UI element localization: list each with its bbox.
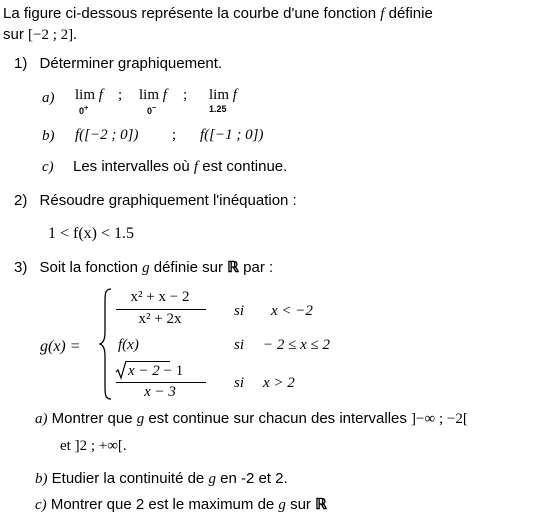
q2-heading xyxy=(14,192,297,210)
q1-a-lim3-sub: 1.25 xyxy=(209,104,227,114)
sup-plus: + xyxy=(84,103,89,112)
q3-a-label: a) xyxy=(35,411,48,427)
lim-f: f xyxy=(98,87,103,103)
c-text-b: est continue. xyxy=(198,158,288,175)
case3-si: si xyxy=(234,375,245,391)
q2-title: Résoudre graphiquement l'inéquation : xyxy=(39,192,297,209)
q3-a-interval2: et ]2 ; +∞[. xyxy=(60,438,127,454)
q1-c-label: c) xyxy=(42,159,54,175)
sqrt-radical-icon xyxy=(115,360,127,380)
case3-rest: − 1 xyxy=(159,363,184,379)
q1-a-label: a) xyxy=(42,90,55,106)
case1-denominator: x² + 2x xyxy=(138,311,182,327)
piecewise-brace xyxy=(99,288,113,400)
case3-condition: x > 2 xyxy=(263,375,295,391)
intro-line-2 xyxy=(3,26,77,44)
case2-expression: f(x) xyxy=(118,337,139,353)
q1-heading xyxy=(14,55,222,73)
q3-c-g: g xyxy=(278,497,286,513)
q1-a-sep1: ; xyxy=(118,87,123,103)
function-f: f xyxy=(380,6,385,22)
case1-fraction-bar xyxy=(116,309,206,310)
q1-a-lim1 xyxy=(75,87,103,104)
q3-title-b: définie sur xyxy=(149,259,228,276)
q3-c-text: Montrer que 2 est le maximum de xyxy=(46,496,279,513)
c-f: f xyxy=(193,159,199,175)
q3-number: 3) xyxy=(14,259,28,276)
b-expr-1: f([−2 ; 0]) xyxy=(75,127,139,143)
b-expr-2: f([−1 ; 0]) xyxy=(200,127,264,143)
case3-root: x − 2 xyxy=(128,363,160,379)
lim-f: f xyxy=(232,87,237,103)
q3-heading xyxy=(14,259,273,277)
intro-text: La figure ci-dessous représente la courbe d'une fonction xyxy=(3,5,381,22)
lim-f: f xyxy=(162,87,167,103)
q3-b-text2: en -2 et 2. xyxy=(215,470,288,487)
reals-symbol: ℝ xyxy=(227,260,240,276)
case1-condition: x < −2 xyxy=(271,303,313,319)
lim-word: lim xyxy=(75,87,96,103)
q3-c-text2: sur xyxy=(285,496,316,513)
q3-a-g: g xyxy=(136,411,145,427)
q3-a-text-a: Montrer que xyxy=(47,410,137,427)
q1-c-text xyxy=(73,158,287,176)
intro-line-1 xyxy=(3,5,433,23)
q3-b-text: Etudier la continuité de xyxy=(47,470,209,487)
reals-symbol: ℝ xyxy=(315,497,327,513)
q3-title-c: par : xyxy=(239,259,274,276)
intro-interval: [−2 ; 2]. xyxy=(28,27,77,43)
inequality: 1 < f(x) < 1.5 xyxy=(48,225,135,242)
q1-b-label: b) xyxy=(42,128,55,144)
lim-word: lim xyxy=(209,87,230,103)
case3-numerator xyxy=(128,362,183,380)
q3-b-label: b) xyxy=(35,471,48,487)
q1-title: Déterminer graphiquement. xyxy=(39,55,223,72)
q3-a-line2 xyxy=(60,437,127,455)
q3-title-a: Soit la fonction xyxy=(39,259,143,276)
case2-si: si xyxy=(234,337,245,353)
q3-b-g: g xyxy=(208,471,216,487)
case3-denominator: x − 3 xyxy=(144,384,176,400)
case3-fraction-bar xyxy=(116,382,206,383)
q3-g: g xyxy=(142,260,150,276)
case2-condition: − 2 ≤ x ≤ 2 xyxy=(263,337,330,353)
q3-c-label: c) xyxy=(35,497,47,513)
q1-a-lim1-sub xyxy=(79,103,88,116)
c-text-a: Les intervalles où xyxy=(73,158,194,175)
q1-a-lim2-sub xyxy=(147,103,156,116)
q2-number: 2) xyxy=(14,192,28,209)
intro-text-end: définie xyxy=(384,5,433,22)
intro-sur: sur xyxy=(3,26,29,43)
q3-c-line xyxy=(35,496,327,514)
q3-a-line1 xyxy=(35,410,468,428)
sup-minus: − xyxy=(152,103,157,112)
lim-word: lim xyxy=(139,87,160,103)
q3-a-interval1: ]−∞ ; −2[ xyxy=(411,411,468,427)
q1-b-sep: ; xyxy=(172,127,177,143)
q1-a-lim3 xyxy=(209,87,237,104)
q3-b-line xyxy=(35,470,288,488)
case1-numerator: x² + x − 2 xyxy=(130,289,190,305)
gx-label: g(x) = xyxy=(40,338,81,355)
q3-a-text-b: est continue sur chacun des intervalles xyxy=(144,410,412,427)
q1-b-expr1 xyxy=(75,126,138,144)
q1-number: 1) xyxy=(14,55,28,72)
q1-b-expr2 xyxy=(200,126,263,144)
case1-si: si xyxy=(234,303,245,319)
q2-inequality xyxy=(48,225,134,243)
q1-a-lim2 xyxy=(139,87,167,104)
sub-0: 0 xyxy=(147,106,153,116)
sub-0: 0 xyxy=(79,106,85,116)
q1-a-sep2: ; xyxy=(183,87,188,103)
